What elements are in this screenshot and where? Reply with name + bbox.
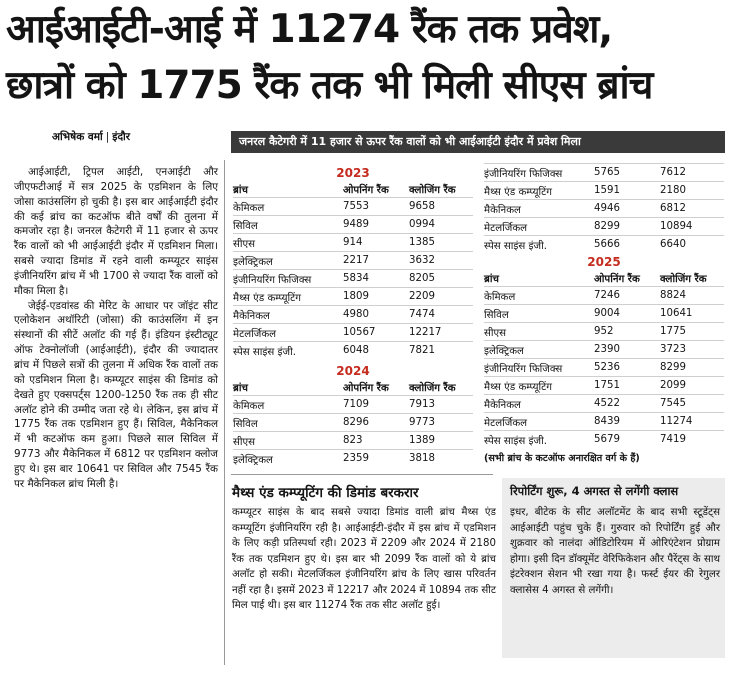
branch-cell: सिविल bbox=[484, 305, 594, 323]
closing-rank-cell: 12217 bbox=[409, 324, 473, 342]
table-2023-block bbox=[233, 166, 473, 359]
branch-cell: सीएस bbox=[484, 323, 594, 341]
headline-line-2: छात्रों को 1775 रैंक तक भी मिली सीएस ब्रांच bbox=[6, 63, 653, 108]
closing-rank-cell: 7545 bbox=[660, 395, 724, 413]
branch-cell: केमिकल bbox=[484, 287, 594, 305]
column-divider bbox=[224, 160, 225, 665]
branch-cell: मैकेनिकल bbox=[484, 395, 594, 413]
branch-cell: सिविल bbox=[233, 216, 343, 234]
table-row bbox=[233, 234, 473, 252]
table-row bbox=[233, 432, 473, 450]
opening-rank-cell: 914 bbox=[343, 234, 409, 252]
table-row bbox=[233, 450, 473, 468]
branch-cell: स्पेस साइंस इंजी. bbox=[484, 431, 594, 449]
opening-rank-cell: 5236 bbox=[594, 359, 660, 377]
col-closing: क्लोजिंग रैंक bbox=[660, 273, 707, 285]
table-row bbox=[233, 216, 473, 234]
branch-cell: मेटलर्जिकल bbox=[233, 324, 343, 342]
opening-rank-cell: 823 bbox=[343, 432, 409, 450]
table-row bbox=[233, 414, 473, 432]
opening-rank-cell: 2359 bbox=[343, 450, 409, 468]
left-article-para-2: जेईई-एडवांस्ड की मेरिट के आधार पर जॉइंट सीट एलोकेशन अथॉरिटी (जोसा) की काउंसलिंग में इन संस्थानों की सीटें अलॉट की गई हैं। इंडियन इंस्टीट्यूट ऑफ टेक्नोलॉजी (आईआईटी), इंदौर की ज्यादातर ब्रांच में पिछले सत्रों की तुलना में अधिक रैंक वालों तक को एडमिशन मिला है। कम्प्यूटर साइंस की डिमांड को देखते हुए एक्सपर्ट्स 1200-1250 रैंक तक ही सीट अलॉट होने की उम्मीद जता रहे थे। लेकिन, इस ब्रांच में 1775 रैंक तक एडमिशन हुए हैं। सिविल, मैकेनिकल में भी कटऑफ कम हुआ। पिछले साल सिविल में 9773 और मैकेनिकल में 6812 पर एडमिशन क्लोज हुए थे। इस बार 10641 पर सिविल और 7545 रैंक पर मैकेनिकल ब्रांच मिली है। bbox=[14, 299, 218, 490]
closing-rank-cell: 3632 bbox=[409, 252, 473, 270]
closing-rank-cell: 7474 bbox=[409, 306, 473, 324]
col-closing: क्लोजिंग रैंक bbox=[409, 382, 456, 394]
branch-cell: इलेक्ट्रिकल bbox=[233, 252, 343, 270]
table-2025-year: 2025 bbox=[587, 255, 621, 269]
section-banner: जनरल कैटेगरी में 11 हजार से ऊपर रैंक वालों को भी आईआईटी इंदौर में प्रवेश मिला bbox=[231, 131, 725, 153]
left-article bbox=[14, 165, 218, 492]
closing-rank-cell: 3723 bbox=[660, 341, 724, 359]
branch-cell: स्पेस साइंस इंजी. bbox=[233, 342, 343, 360]
branch-cell: मैकेनिकल bbox=[484, 200, 594, 218]
middle-article-title: मैथ्स एंड कम्प्यूटिंग की डिमांड बरकरार bbox=[232, 485, 419, 501]
closing-rank-cell: 8205 bbox=[409, 270, 473, 288]
closing-rank-cell: 2099 bbox=[660, 377, 724, 395]
middle-article-body: कम्प्यूटर साइंस के बाद सबसे ज्यादा डिमांड वाली ब्रांच मैथ्स एंड कम्प्यूटिंग इंजीनियरिंग रही है। आईआईटी-इंदौर में इस ब्रांच में एडमिशन के लिए कड़ी प्रतिस्पर्धा रही। 2023 में 2209 और 2024 में 2180 रैंक तक एडमिशन हुए थे। इस बार भी 2099 रैंक वालों को ये ब्रांच अलॉट हो सकी। मेटलर्जिकल इंजीनियरिंग ब्रांच के लिए खास परिवर्तन नहीं रहा है। इसमें 2023 में 12217 और 2024 में 10894 तक सीट मिल पाई थी। इस बार 11274 रैंक तक सीट अलॉट हुई। bbox=[232, 507, 496, 611]
byline bbox=[52, 130, 130, 144]
reporting-box-body: इधर, बीटेक के सीट अलॉटमेंट के बाद सभी स्टूडेंट्स आईआईटी पहुंच चुके हैं। गुरुवार को रिपोर्टिंग हुई और शुक्रवार को नालंदा ऑडिटोरियम में ओरिएंटेशन प्रोग्राम होगा। इसी दिन डॉक्यूमेंट वेरिफिकेशन और पैरेंट्स के साथ इंटरेक्शन सेशन भी रखा गया है। फर्स्ट ईयर की रेगुलर क्लासेस 4 अगस्त से लगेंगी। bbox=[510, 507, 720, 596]
headline-line-1: आईआईटी-आई में 11274 रैंक तक प्रवेश, bbox=[6, 7, 613, 52]
branch-cell: स्पेस साइंस इंजी. bbox=[484, 236, 594, 254]
cutoff-note: (सभी ब्रांच के कटऑफ अनारक्षित वर्ग के हैं) bbox=[484, 453, 640, 464]
col-branch: ब्रांच bbox=[233, 184, 248, 196]
table-row bbox=[484, 377, 724, 395]
closing-rank-cell: 10894 bbox=[660, 218, 724, 236]
table-2025-block bbox=[484, 255, 724, 448]
closing-rank-cell: 7913 bbox=[409, 396, 473, 414]
table-row bbox=[233, 324, 473, 342]
table-row bbox=[484, 323, 724, 341]
branch-cell: इंजीनियरिंग फिजिक्स bbox=[233, 270, 343, 288]
closing-rank-cell: 9658 bbox=[409, 198, 473, 216]
closing-rank-cell: 1775 bbox=[660, 323, 724, 341]
closing-rank-cell: 6812 bbox=[660, 200, 724, 218]
table-row bbox=[233, 198, 473, 216]
col-opening: ओपनिंग रैंक bbox=[343, 184, 389, 196]
opening-rank-cell: 7553 bbox=[343, 198, 409, 216]
col-branch: ब्रांच bbox=[233, 382, 248, 394]
branch-cell: इलेक्ट्रिकल bbox=[484, 341, 594, 359]
opening-rank-cell: 8439 bbox=[594, 413, 660, 431]
table-row bbox=[484, 431, 724, 449]
closing-rank-cell: 1385 bbox=[409, 234, 473, 252]
branch-cell: सीएस bbox=[233, 432, 343, 450]
opening-rank-cell: 1591 bbox=[594, 182, 660, 200]
opening-rank-cell: 7246 bbox=[594, 287, 660, 305]
table-row bbox=[484, 287, 724, 305]
opening-rank-cell: 8296 bbox=[343, 414, 409, 432]
opening-rank-cell: 952 bbox=[594, 323, 660, 341]
branch-cell: सीएस bbox=[233, 234, 343, 252]
table-row bbox=[484, 341, 724, 359]
branch-cell: केमिकल bbox=[233, 198, 343, 216]
branch-cell: मेटलर्जिकल bbox=[484, 218, 594, 236]
branch-cell: मैथ्स एंड कम्प्यूटिंग bbox=[484, 182, 594, 200]
closing-rank-cell: 2209 bbox=[409, 288, 473, 306]
cutoff-table-2024-part-1 bbox=[233, 378, 473, 467]
table-2023-year: 2023 bbox=[336, 166, 370, 180]
table-row bbox=[233, 270, 473, 288]
closing-rank-cell: 1389 bbox=[409, 432, 473, 450]
table-row bbox=[484, 395, 724, 413]
opening-rank-cell: 9489 bbox=[343, 216, 409, 234]
opening-rank-cell: 2217 bbox=[343, 252, 409, 270]
opening-rank-cell: 5666 bbox=[594, 236, 660, 254]
opening-rank-cell: 8299 bbox=[594, 218, 660, 236]
opening-rank-cell: 10567 bbox=[343, 324, 409, 342]
closing-rank-cell: 3818 bbox=[409, 450, 473, 468]
opening-rank-cell: 4946 bbox=[594, 200, 660, 218]
opening-rank-cell: 4980 bbox=[343, 306, 409, 324]
table-row bbox=[233, 342, 473, 360]
opening-rank-cell: 7109 bbox=[343, 396, 409, 414]
branch-cell: इंजीनियरिंग फिजिक्स bbox=[484, 164, 594, 182]
closing-rank-cell: 8299 bbox=[660, 359, 724, 377]
opening-rank-cell: 4522 bbox=[594, 395, 660, 413]
branch-cell: मैकेनिकल bbox=[233, 306, 343, 324]
table-row bbox=[233, 252, 473, 270]
closing-rank-cell: 2180 bbox=[660, 182, 724, 200]
table-row bbox=[233, 306, 473, 324]
closing-rank-cell: 11274 bbox=[660, 413, 724, 431]
opening-rank-cell: 9004 bbox=[594, 305, 660, 323]
cutoff-table-2023 bbox=[233, 180, 473, 359]
cutoff-table-2025 bbox=[484, 269, 724, 448]
table-row bbox=[233, 396, 473, 414]
branch-cell: इलेक्ट्रिकल bbox=[233, 450, 343, 468]
byline-author: अभिषेक वर्मा bbox=[52, 131, 103, 143]
reporting-box-title: रिपोर्टिंग शुरू, 4 अगस्त से लगेंगी क्लास bbox=[510, 484, 679, 498]
table-2024-block bbox=[233, 364, 473, 467]
closing-rank-cell: 9773 bbox=[409, 414, 473, 432]
byline-separator: | bbox=[105, 131, 110, 143]
branch-cell: मेटलर्जिकल bbox=[484, 413, 594, 431]
table-row bbox=[484, 413, 724, 431]
col-branch: ब्रांच bbox=[484, 273, 499, 285]
table-row bbox=[484, 164, 724, 182]
closing-rank-cell: 8824 bbox=[660, 287, 724, 305]
closing-rank-cell: 7612 bbox=[660, 164, 724, 182]
section-divider bbox=[231, 474, 493, 475]
closing-rank-cell: 6640 bbox=[660, 236, 724, 254]
branch-cell: इंजीनियरिंग फिजिक्स bbox=[484, 359, 594, 377]
table-row bbox=[484, 236, 724, 254]
opening-rank-cell: 1809 bbox=[343, 288, 409, 306]
table-2024-continued-block bbox=[484, 163, 724, 253]
left-article-para-1: आईआईटी, ट्रिपल आईटी, एनआईटी और जीएफटीआई में सत्र 2025 के एडमिशन के लिए जोसा काउंसलिंग हो चुकी है। इस बार आईआईटी इंदौर की कई ब्रांच का कटऑफ बीते वर्षों की तुलना में कमजोर रहा है। जनरल कैटेगरी में 11 हजार से ऊपर रैंक वालों को भी आईआईटी इंदौर में एडमिशन मिला। सबसे ज्यादा डिमांड में रहने वाली कम्प्यूटर साइंस इंजीनियरिंग ब्रांच में भी 1700 से ज्यादा रैंक वालों को मौका मिला है। bbox=[14, 166, 218, 297]
opening-rank-cell: 1751 bbox=[594, 377, 660, 395]
table-row bbox=[484, 305, 724, 323]
col-opening: ओपनिंग रैंक bbox=[594, 273, 640, 285]
closing-rank-cell: 10641 bbox=[660, 305, 724, 323]
table-row bbox=[233, 288, 473, 306]
branch-cell: सिविल bbox=[233, 414, 343, 432]
closing-rank-cell: 7821 bbox=[409, 342, 473, 360]
branch-cell: मैथ्स एंड कम्प्यूटिंग bbox=[233, 288, 343, 306]
col-opening: ओपनिंग रैंक bbox=[343, 382, 389, 394]
table-row bbox=[484, 359, 724, 377]
branch-cell: केमिकल bbox=[233, 396, 343, 414]
cutoff-table-2024-part-2 bbox=[484, 163, 724, 253]
byline-place: इंदौर bbox=[112, 131, 131, 143]
opening-rank-cell: 5765 bbox=[594, 164, 660, 182]
table-row bbox=[484, 218, 724, 236]
table-2024-year: 2024 bbox=[336, 364, 370, 378]
opening-rank-cell: 2390 bbox=[594, 341, 660, 359]
opening-rank-cell: 5834 bbox=[343, 270, 409, 288]
closing-rank-cell: 0994 bbox=[409, 216, 473, 234]
table-row bbox=[484, 200, 724, 218]
table-row bbox=[484, 182, 724, 200]
opening-rank-cell: 5679 bbox=[594, 431, 660, 449]
branch-cell: मैथ्स एंड कम्प्यूटिंग bbox=[484, 377, 594, 395]
closing-rank-cell: 7419 bbox=[660, 431, 724, 449]
col-closing: क्लोजिंग रैंक bbox=[409, 184, 456, 196]
opening-rank-cell: 6048 bbox=[343, 342, 409, 360]
